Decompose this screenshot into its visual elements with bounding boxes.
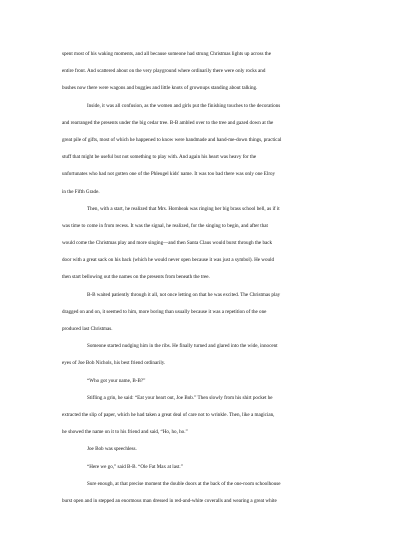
text-line: and rearranged the presents under the big cedar tree. B-B ambled over to the tree and gazed down at the: [62, 119, 274, 126]
text-line: eyes of Joe Bob Nichols, his best friend ordinarily.: [62, 360, 166, 367]
text-line: Someone started nudging him in the ribs. He finally turned and glared into the wide, innocent: [87, 343, 278, 350]
text-line: he showed the name on it to his friend and said, “Ho, ho, ho.”: [62, 429, 188, 436]
text-line: bushes now there were wagons and buggies and little knots of grownups standing about talking.: [62, 85, 258, 92]
text-line: Then, with a start, he realized that Mrs. Hornbeak was ringing her big brass school bell, as if it: [87, 205, 280, 212]
text-line: Stifling a grin, he said: “Eat your heart out, Joe Bob.” Then slowly from his shirt pocket he: [87, 394, 273, 401]
text-line: produced last Christmas.: [62, 326, 113, 332]
text-line: spent most of his waking moments, and all because someone had strung Christmas lights up across the: [62, 51, 271, 57]
text-line: would come the Christmas play and more singing—and then Santa Claus would burst through the back: [62, 240, 273, 247]
text-line: was time to come in from recess. It was the signal, he realized, for the singing to begin, and after that: [62, 222, 268, 229]
text-line: Sure enough, at that precise moment the double doors at the back of the one-room schoolhouse: [87, 480, 281, 487]
text-line: Joe Bob was speechless.: [87, 446, 137, 453]
text-line: in the Fifth Grade.: [62, 188, 100, 195]
text-line: burst open and in stepped an enormous man dressed in red-and-white coveralls and wearing a great white: [62, 497, 277, 504]
text-line: entire front. And scattered about on the very playground where ordinarily there were only rocks and: [62, 68, 266, 75]
text-line: dragged on and on, it seemed to him, more boring than usually because it was a repetition of the one: [62, 308, 267, 315]
text-line: door with a great sack on his back (which he would never open because it was just a symbol). He would: [62, 257, 275, 264]
text-line: then start bellowing out the names on the presents from beneath the tree.: [62, 274, 210, 281]
text-line: unfortunates who had not gotten one of the Phleugel kids' name. It was too bad there was only one Elroy: [62, 171, 276, 178]
text-line: Inside, it was all confusion, as the women and girls put the finishing touches to the decorations: [87, 102, 281, 109]
body-text: [62, 46, 362, 510]
text-line: “Who got your name, B-B?”: [87, 377, 146, 384]
text-line: extracted the slip of paper, which he had taken a great deal of care not to wrinkle. Then, like a magician,: [62, 411, 275, 418]
text-line: great pile of gifts, most of which he happened to know were handmade and hand-me-down things, practical: [62, 136, 282, 143]
text-line: “Here we go,” said B-B. “Ole Fat Max at last.”: [87, 463, 183, 470]
text-line: stuff that might be useful but not something to play with. And again his heart was heavy for the: [62, 154, 257, 161]
text-line: B-B waited patiently through it all, not once letting on that he was excited. The Christmas play: [87, 291, 281, 298]
